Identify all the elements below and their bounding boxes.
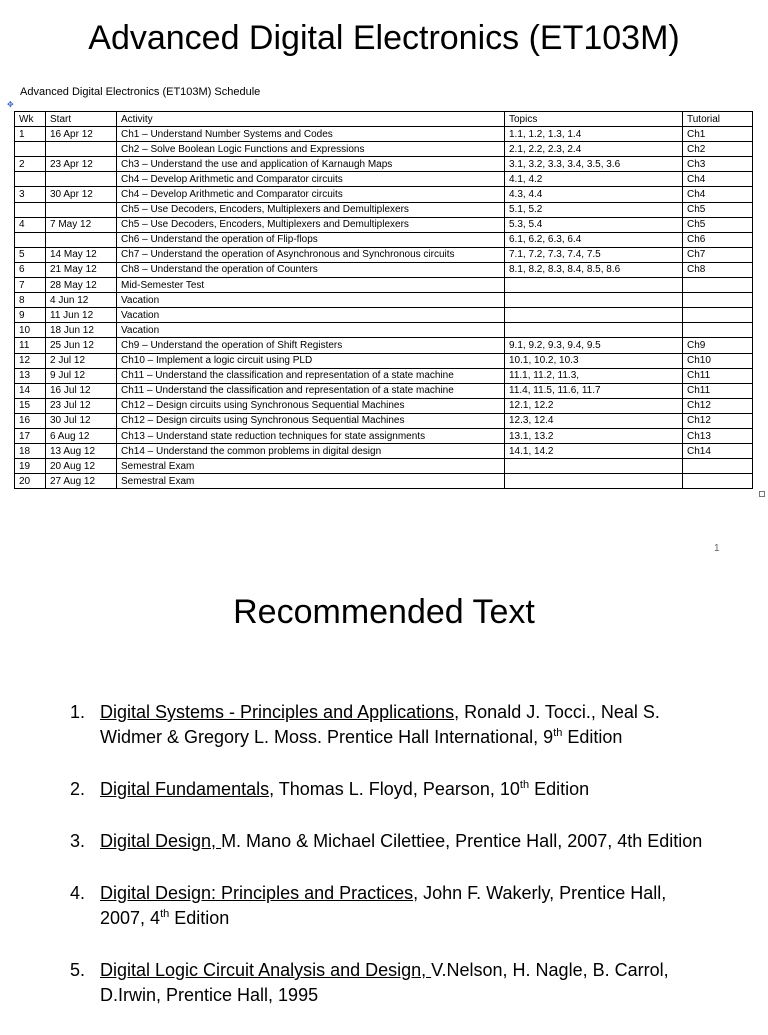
cell-start — [46, 142, 117, 157]
cell-topics: 4.1, 4.2 — [505, 172, 683, 187]
reference-details: , Thomas L. Floyd, Pearson, 10 — [269, 779, 520, 799]
table-resize-handle[interactable] — [759, 491, 765, 497]
table-row — [15, 157, 753, 172]
cell-activity: Ch9 – Understand the operation of Shift Registers — [117, 338, 505, 353]
superscript: th — [160, 908, 170, 920]
cell-topics: 9.1, 9.2, 9.3, 9.4, 9.5 — [505, 338, 683, 353]
table-row — [15, 293, 753, 308]
table-row — [15, 262, 753, 277]
reference-details: , John F. Wakerly, Prentice Hall, 2007, 4 — [100, 883, 667, 928]
cell-wk: 17 — [15, 428, 46, 443]
cell-tutorial: Ch7 — [683, 247, 753, 262]
cell-start: 9 Jul 12 — [46, 368, 117, 383]
cell-activity: Ch11 – Understand the classification and representation of a state machine — [117, 383, 505, 398]
header-wk: Wk — [15, 112, 46, 127]
cell-topics — [505, 308, 683, 323]
cell-start: 28 May 12 — [46, 278, 117, 293]
reference-number: 1. — [70, 702, 86, 722]
cell-tutorial: Ch14 — [683, 444, 753, 459]
cell-wk: 9 — [15, 308, 46, 323]
cell-tutorial: Ch11 — [683, 383, 753, 398]
cell-activity: Ch4 – Develop Arithmetic and Comparator circuits — [117, 172, 505, 187]
book-title: Digital Design: Principles and Practices — [100, 883, 414, 903]
table-row — [15, 368, 753, 383]
cell-topics — [505, 459, 683, 474]
table-row — [15, 444, 753, 459]
cell-tutorial — [683, 323, 753, 338]
cell-start: 16 Jul 12 — [46, 383, 117, 398]
cell-start: 27 Aug 12 — [46, 474, 117, 489]
cell-wk: 19 — [15, 459, 46, 474]
table-row — [15, 459, 753, 474]
cell-start: 7 May 12 — [46, 217, 117, 232]
cell-wk: 1 — [15, 127, 46, 142]
cell-tutorial — [683, 308, 753, 323]
cell-wk: 8 — [15, 293, 46, 308]
cell-topics: 13.1, 13.2 — [505, 428, 683, 443]
header-activity: Activity — [117, 112, 505, 127]
cell-wk — [15, 142, 46, 157]
cell-tutorial: Ch1 — [683, 127, 753, 142]
cell-tutorial: Ch8 — [683, 262, 753, 277]
header-tutorial: Tutorial — [683, 112, 753, 127]
cell-wk: 15 — [15, 398, 46, 413]
cell-activity: Vacation — [117, 323, 505, 338]
cell-topics: 8.1, 8.2, 8.3, 8.4, 8.5, 8.6 — [505, 262, 683, 277]
cell-tutorial: Ch4 — [683, 172, 753, 187]
cell-wk: 13 — [15, 368, 46, 383]
cell-topics: 6.1, 6.2, 6.3, 6.4 — [505, 232, 683, 247]
cell-start: 14 May 12 — [46, 247, 117, 262]
cell-wk: 7 — [15, 278, 46, 293]
slide-title: Advanced Digital Electronics (ET103M) — [88, 19, 680, 57]
cell-tutorial — [683, 278, 753, 293]
table-row — [15, 232, 753, 247]
cell-start: 13 Aug 12 — [46, 444, 117, 459]
cell-activity: Ch13 – Understand state reduction techniques for state assignments — [117, 428, 505, 443]
table-row — [15, 217, 753, 232]
cell-tutorial: Ch6 — [683, 232, 753, 247]
table-row — [15, 308, 753, 323]
cell-topics: 1.1, 1.2, 1.3, 1.4 — [505, 127, 683, 142]
cell-topics — [505, 293, 683, 308]
cell-tutorial: Ch3 — [683, 157, 753, 172]
cell-start — [46, 202, 117, 217]
cell-wk: 18 — [15, 444, 46, 459]
cell-activity: Ch7 – Understand the operation of Asynchronous and Synchronous circuits — [117, 247, 505, 262]
reference-details: , Ronald J. Tocci., Neal S. Widmer & Gregory L. Moss. Prentice Hall International, 9 — [100, 702, 660, 747]
table-row — [15, 353, 753, 368]
book-title: Digital Fundamentals — [100, 779, 270, 799]
cell-wk: 2 — [15, 157, 46, 172]
schedule-caption: Advanced Digital Electronics (ET103M) Schedule — [20, 86, 261, 98]
reference-number: 2. — [70, 779, 86, 799]
cell-tutorial — [683, 474, 753, 489]
table-row — [15, 127, 753, 142]
book-title: Digital Design, — [100, 831, 222, 851]
table-row — [15, 142, 753, 157]
cell-activity: Ch8 – Understand the operation of Counters — [117, 262, 505, 277]
reference-edition: Edition — [169, 908, 230, 928]
cell-wk: 12 — [15, 353, 46, 368]
cell-wk: 10 — [15, 323, 46, 338]
cell-start: 21 May 12 — [46, 262, 117, 277]
cell-topics: 5.3, 5.4 — [505, 217, 683, 232]
cell-activity: Ch14 – Understand the common problems in digital design — [117, 444, 505, 459]
reference-item — [70, 881, 710, 931]
cell-activity: Ch6 – Understand the operation of Flip-flops — [117, 232, 505, 247]
cell-topics: 2.1, 2.2, 2.3, 2.4 — [505, 142, 683, 157]
cell-topics: 7.1, 7.2, 7.3, 7.4, 7.5 — [505, 247, 683, 262]
reference-number: 3. — [70, 831, 86, 851]
cell-topics: 12.1, 12.2 — [505, 398, 683, 413]
book-title: Digital Logic Circuit Analysis and Design, — [100, 960, 432, 980]
cell-wk: 5 — [15, 247, 46, 262]
table-row — [15, 202, 753, 217]
cell-tutorial: Ch2 — [683, 142, 753, 157]
cell-tutorial — [683, 293, 753, 308]
cell-start: 30 Apr 12 — [46, 187, 117, 202]
cell-start: 18 Jun 12 — [46, 323, 117, 338]
cell-wk: 4 — [15, 217, 46, 232]
cell-activity: Ch5 – Use Decoders, Encoders, Multiplexers and Demultiplexers — [117, 217, 505, 232]
cell-start: 20 Aug 12 — [46, 459, 117, 474]
table-row — [15, 383, 753, 398]
reference-list — [70, 700, 710, 1035]
cell-tutorial: Ch11 — [683, 368, 753, 383]
reference-number: 5. — [70, 960, 86, 980]
cell-activity: Semestral Exam — [117, 459, 505, 474]
cell-start: 30 Jul 12 — [46, 413, 117, 428]
superscript: th — [553, 727, 563, 739]
cell-topics: 11.4, 11.5, 11.6, 11.7 — [505, 383, 683, 398]
table-row — [15, 413, 753, 428]
cell-topics: 5.1, 5.2 — [505, 202, 683, 217]
page-number: 1 — [714, 543, 720, 554]
cell-activity: Semestral Exam — [117, 474, 505, 489]
cell-wk: 3 — [15, 187, 46, 202]
cell-activity: Ch12 – Design circuits using Synchronous Sequential Machines — [117, 398, 505, 413]
table-row — [15, 474, 753, 489]
reference-item — [70, 958, 710, 1008]
cell-activity: Ch4 – Develop Arithmetic and Comparator circuits — [117, 187, 505, 202]
cell-topics — [505, 323, 683, 338]
cell-start: 23 Apr 12 — [46, 157, 117, 172]
cell-topics: 3.1, 3.2, 3.3, 3.4, 3.5, 3.6 — [505, 157, 683, 172]
cell-topics: 14.1, 14.2 — [505, 444, 683, 459]
table-move-handle-icon[interactable]: ✥ — [7, 100, 14, 109]
table-row — [15, 338, 753, 353]
reference-item — [70, 777, 710, 802]
cell-topics: 12.3, 12.4 — [505, 413, 683, 428]
cell-start — [46, 172, 117, 187]
cell-start: 6 Aug 12 — [46, 428, 117, 443]
cell-start: 23 Jul 12 — [46, 398, 117, 413]
cell-wk: 20 — [15, 474, 46, 489]
cell-topics: 11.1, 11.2, 11.3, — [505, 368, 683, 383]
cell-wk: 11 — [15, 338, 46, 353]
cell-activity: Ch5 – Use Decoders, Encoders, Multiplexers and Demultiplexers — [117, 202, 505, 217]
cell-start — [46, 232, 117, 247]
cell-tutorial: Ch10 — [683, 353, 753, 368]
cell-tutorial: Ch5 — [683, 217, 753, 232]
cell-wk — [15, 172, 46, 187]
table-row — [15, 398, 753, 413]
cell-tutorial: Ch5 — [683, 202, 753, 217]
table-row — [15, 323, 753, 338]
reference-item — [70, 829, 710, 854]
cell-wk: 6 — [15, 262, 46, 277]
table-row — [15, 172, 753, 187]
cell-topics — [505, 474, 683, 489]
cell-tutorial: Ch4 — [683, 187, 753, 202]
cell-topics: 4.3, 4.4 — [505, 187, 683, 202]
cell-activity: Ch11 – Understand the classification and representation of a state machine — [117, 368, 505, 383]
cell-activity: Mid-Semester Test — [117, 278, 505, 293]
table-row — [15, 428, 753, 443]
cell-activity: Vacation — [117, 293, 505, 308]
reference-details: M. Mano & Michael Cilettiee, Prentice Hall, 2007, 4th Edition — [221, 831, 703, 851]
cell-wk: 16 — [15, 413, 46, 428]
cell-wk — [15, 202, 46, 217]
slide-title-recommended: Recommended Text — [233, 593, 535, 631]
cell-wk — [15, 232, 46, 247]
reference-edition: Edition — [562, 727, 623, 747]
cell-start: 11 Jun 12 — [46, 308, 117, 323]
cell-tutorial — [683, 459, 753, 474]
reference-number: 4. — [70, 883, 86, 903]
table-row — [15, 247, 753, 262]
cell-activity: Ch3 – Understand the use and application of Karnaugh Maps — [117, 157, 505, 172]
cell-start: 25 Jun 12 — [46, 338, 117, 353]
schedule-table — [14, 111, 753, 489]
cell-tutorial: Ch12 — [683, 398, 753, 413]
cell-activity: Ch1 – Understand Number Systems and Codes — [117, 127, 505, 142]
table-row — [15, 278, 753, 293]
reference-details: V.Nelson, H. Nagle, B. Carrol, D.Irwin, Prentice Hall, 1995 — [100, 960, 669, 1005]
cell-start: 4 Jun 12 — [46, 293, 117, 308]
cell-tutorial: Ch13 — [683, 428, 753, 443]
reference-edition: Edition — [529, 779, 590, 799]
cell-start: 16 Apr 12 — [46, 127, 117, 142]
cell-activity: Ch2 – Solve Boolean Logic Functions and Expressions — [117, 142, 505, 157]
cell-wk: 14 — [15, 383, 46, 398]
cell-activity: Vacation — [117, 308, 505, 323]
cell-tutorial: Ch9 — [683, 338, 753, 353]
superscript: th — [519, 779, 530, 791]
book-title: Digital Systems - Principles and Applications — [100, 702, 455, 722]
cell-topics — [505, 278, 683, 293]
header-start: Start — [46, 112, 117, 127]
reference-item — [70, 700, 710, 750]
header-topics: Topics — [505, 112, 683, 127]
cell-start: 2 Jul 12 — [46, 353, 117, 368]
table-header-row — [15, 112, 753, 127]
cell-activity: Ch12 – Design circuits using Synchronous Sequential Machines — [117, 413, 505, 428]
table-row — [15, 187, 753, 202]
cell-activity: Ch10 – Implement a logic circuit using PLD — [117, 353, 505, 368]
cell-tutorial: Ch12 — [683, 413, 753, 428]
cell-topics: 10.1, 10.2, 10.3 — [505, 353, 683, 368]
